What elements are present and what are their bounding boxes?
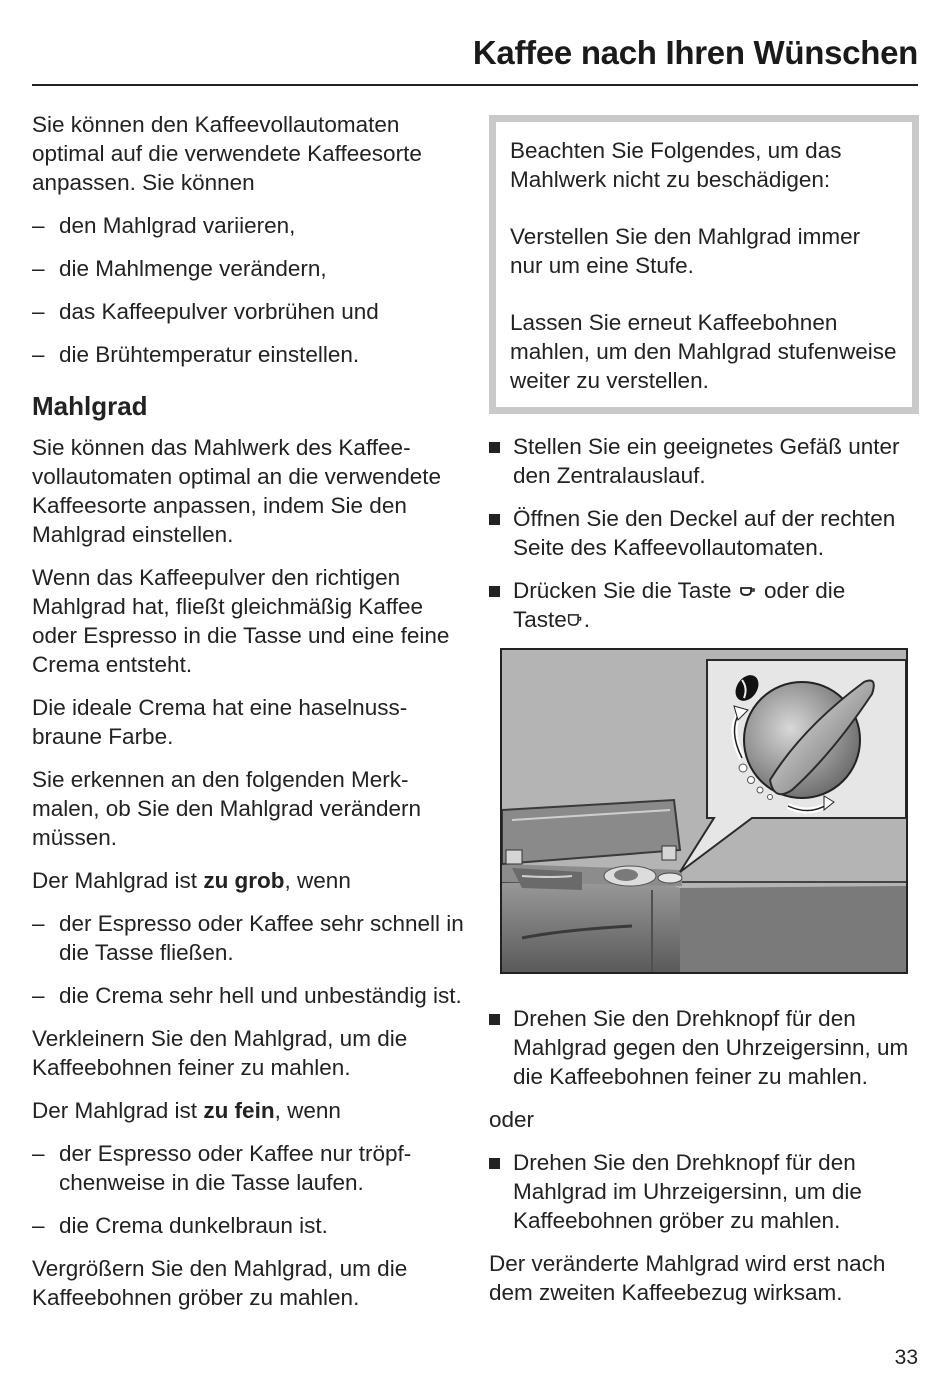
fine-condition	[32, 1096, 464, 1125]
note-line: Beachten Sie Folgendes, um das Mahlwerk nicht zu beschädigen:	[510, 138, 842, 192]
page-title: Kaffee nach Ihren Wünschen	[472, 34, 918, 71]
step-text: .	[583, 607, 591, 632]
paragraph: Sie erkennen an den folgenden Merkmalen, ob Sie den Mahlgrad verändern müssen.	[32, 767, 421, 850]
fine-suffix: , wenn	[274, 1098, 341, 1123]
step-text: Drücken Sie die Taste	[513, 578, 732, 603]
coarse-bold: zu grob	[203, 868, 285, 893]
list-item: – die Brühtemperatur einstellen.	[32, 340, 464, 369]
header-divider	[32, 84, 918, 86]
page-number: 33	[894, 1346, 918, 1369]
list-item: – den Mahlgrad variieren,	[32, 211, 464, 240]
list-item: – die Mahlmenge verändern,	[32, 254, 464, 283]
note-line: Verstellen Sie den Mahlgrad immer nur um eine Stufe.	[510, 224, 861, 278]
final-paragraph: Der veränderte Mahlgrad wird erst nach dem zweiten Kaffeebezug wirksam.	[489, 1251, 886, 1305]
coarse-condition	[32, 866, 464, 895]
list-item: – die Crema dunkelbraun ist.	[32, 1211, 464, 1240]
step-item: Öffnen Sie den Deckel auf der rechten Seite des Kaffeevollautomaten.	[489, 504, 919, 562]
or-text: oder	[489, 1107, 535, 1132]
list-item: – die Crema sehr hell und unbeständig ist.	[32, 981, 464, 1010]
grinder-dial-figure	[502, 650, 906, 972]
step-item: Drehen Sie den Drehknopf für den Mahlgrad gegen den Uhrzeigersinn, um die Kaffeebohnen feiner zu mahlen.	[489, 1004, 919, 1091]
list-item: – das Kaffeepulver vorbrühen und	[32, 297, 464, 326]
section-heading: Mahlgrad	[32, 391, 148, 421]
note-line: Lassen Sie erneut Kaffeebohnen mahlen, um den Mahlgrad stufenweise weiter zu verstellen.	[510, 310, 897, 393]
paragraph: Vergrößern Sie den Mahlgrad, um die Kaffeebohnen gröber zu mahlen.	[32, 1256, 408, 1310]
paragraph: Verkleinern Sie den Mahlgrad, um die Kaffeebohnen feiner zu mahlen.	[32, 1026, 408, 1080]
step-item-press	[489, 576, 919, 634]
list-item: – der Espresso oder Kaffee sehr schnell in die Tasse fließen.	[32, 909, 464, 967]
fine-bold: zu fein	[203, 1098, 275, 1123]
left-column	[32, 110, 464, 1326]
coarse-suffix: , wenn	[284, 868, 351, 893]
intro-paragraph: Sie können den Kaffeevollautomaten optimal auf die verwendete Kaffeesorte anpassen. Sie können	[32, 112, 422, 195]
step-item: Stellen Sie ein geeignetes Gefäß unter den Zentralauslauf.	[489, 432, 919, 490]
paragraph: Die ideale Crema hat eine haselnussbraune Farbe.	[32, 695, 408, 749]
list-item: – der Espresso oder Kaffee nur tröpfchenweise in die Tasse laufen.	[32, 1139, 464, 1197]
espresso-cup-icon	[738, 583, 758, 599]
coarse-prefix: Der Mahlgrad ist	[32, 868, 204, 893]
coffee-cup-icon	[567, 612, 584, 628]
step-item: Drehen Sie den Drehknopf für den Mahlgrad im Uhrzeigersinn, um die Kaffeebohnen gröber zu mahlen.	[489, 1148, 919, 1235]
grinder-illustration	[500, 648, 908, 974]
paragraph: Sie können das Mahlwerk des Kaffeevollautomaten optimal an die verwendete Kaffeesorte anpassen, indem Sie den Mahlgrad einstellen.	[32, 435, 441, 547]
warning-note-box	[489, 115, 919, 414]
right-column	[489, 110, 919, 1321]
step-text: Taste	[513, 607, 567, 632]
paragraph: Wenn das Kaffeepulver den richtigen Mahlgrad hat, fließt gleichmäßig Kaffee oder Espresso in die Tasse und eine feine Crema entsteht.	[32, 565, 450, 677]
step-text: oder die	[763, 578, 846, 603]
fine-prefix: Der Mahlgrad ist	[32, 1098, 204, 1123]
